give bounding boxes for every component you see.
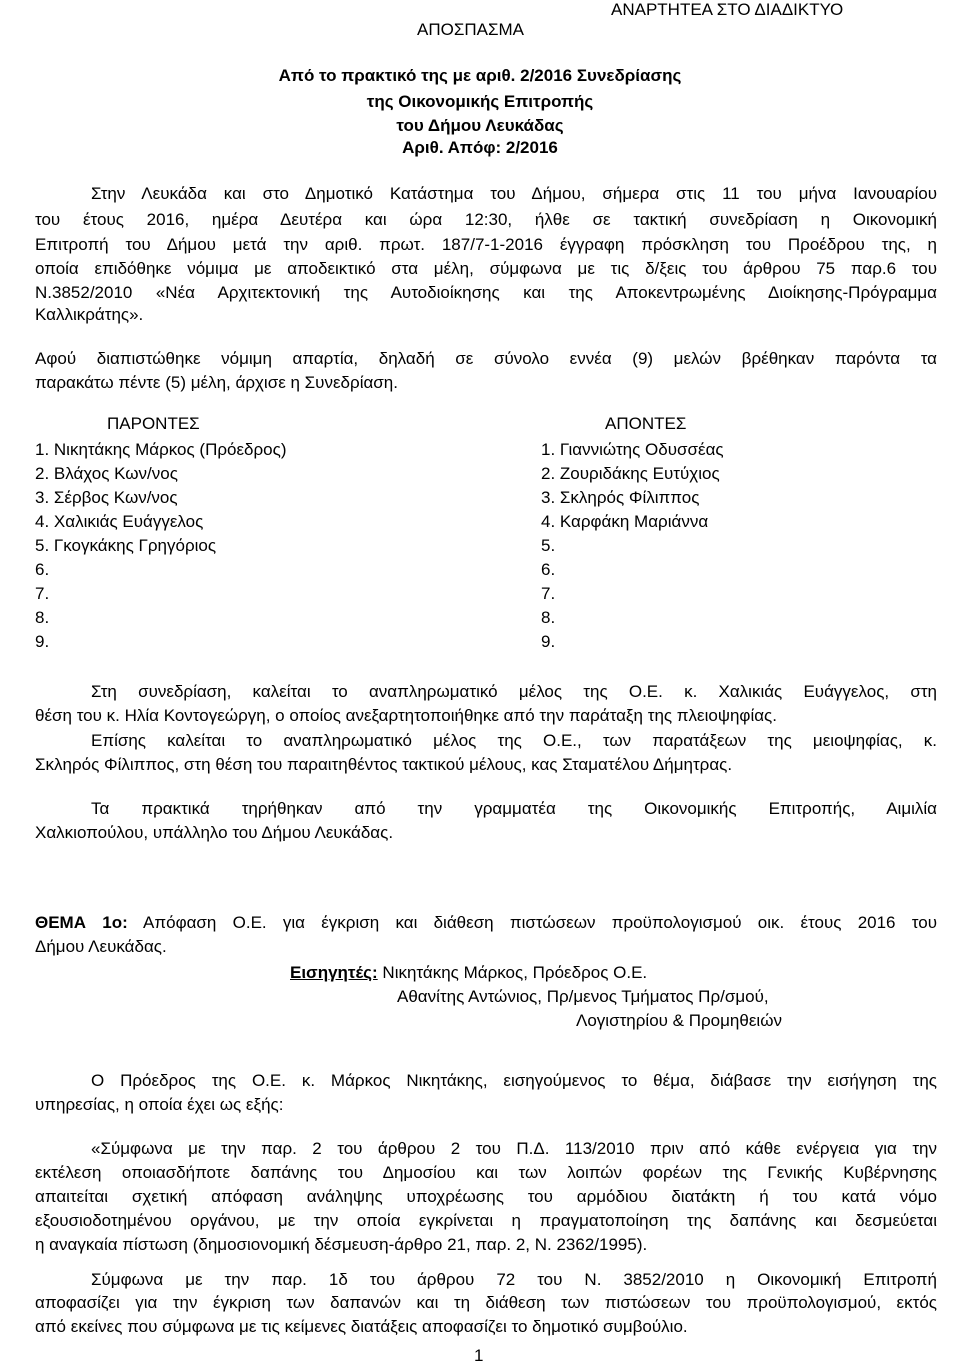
minutes-reference: Από το πρακτικό της με αριθ. 2/2016 Συνεδρίασης [278, 66, 682, 85]
substitutes-line: Επίσης καλείται το αναπληρωματικό μέλος της Ο.Ε., των παρατάξεων της μειοψηφίας, κ. [91, 731, 937, 750]
present-member: 7. [35, 584, 50, 603]
rapporteur-1: Νικητάκης Μάρκος, Πρόεδρος Ο.Ε. [377, 963, 648, 982]
present-member: 1. Νικητάκης Μάρκος (Πρόεδρος) [35, 440, 287, 459]
absent-member: 1. Γιαννιώτης Οδυσσέας [541, 440, 724, 459]
quote-line: εξουσιοδοτημένου οργάνου, με την οποία εγκρίνεται η πραγματοποίηση της δαπάνης και δεσμεύεται [35, 1211, 937, 1230]
attendance-row [35, 584, 937, 606]
absent-member: 4. Καρφάκη Μαριάννα [541, 512, 709, 531]
present-header: ΠΑΡΟΝΤΕΣ [107, 414, 200, 433]
attendance-row [35, 560, 937, 582]
present-member: 9. [35, 632, 50, 651]
attendance-row [35, 488, 937, 510]
chair-line: Ο Πρόεδρος της Ο.Ε. κ. Μάρκος Νικητάκης, εισηγούμενος το θέμα, διάβασε την εισήγηση της [91, 1071, 937, 1090]
quorum-line: Αφού διαπιστώθηκε νόμιμη απαρτία, δηλαδή σε σύνολο εννέα (9) μελών βρέθηκαν παρόντα τα [35, 349, 937, 368]
intro-line: του έτους 2016, ημέρα Δευτέρα και ώρα 12:30, ήλθε σε τακτική συνεδρίαση η Οικονομική [35, 210, 937, 229]
attendance-row [35, 440, 937, 462]
quote-line: απαιτείται σχετική απόφαση ανάληψης υποχρέωσης του αρμόδιου διατάκτη ή του κατά νόμο [35, 1187, 937, 1206]
page-number: 1 [474, 1346, 484, 1365]
rapporteurs-line [290, 963, 647, 983]
present-member: 4. Χαλικιάς Ευάγγελος [35, 512, 204, 531]
intro-line: οποία επιδόθηκε νόμιμα με αποδεικτικό στα μέλη, σύμφωνα με τις δ/ξεις του άρθρου 75 παρ.6 του [35, 259, 937, 278]
topic-line [35, 913, 937, 933]
absent-member: 3. Σκληρός Φίλιππος [541, 488, 700, 507]
absent-header: ΑΠΟΝΤΕΣ [605, 414, 687, 433]
quote-line: «Σύμφωνα με την παρ. 2 του άρθρου 2 του Π.Δ. 113/2010 πριν από κάθε ενέργεια για την [91, 1139, 937, 1158]
substitutes-line: θέση του κ. Ηλία Κοντογεώργη, ο οποίος ανεξαρτητοποιήθηκε από την παράταξη της πλειοψηφίας. [35, 706, 777, 725]
present-member: 3. Σέρβος Κων/νος [35, 488, 178, 507]
absent-member: 2. Ζουριδάκης Ευτύχιος [541, 464, 720, 483]
committee-name: της Οικονομικής Επιτροπής [366, 92, 594, 111]
present-member: 6. [35, 560, 50, 579]
law-line: από εκείνες που σύμφωνα με τις κείμενες διατάξεις αποφασίζει το δημοτικό συμβούλιο. [35, 1317, 688, 1336]
chair-line: υπηρεσίας, η οποία έχει ως εξής: [35, 1095, 284, 1114]
attendance-row [35, 536, 937, 558]
absent-member: 9. [541, 632, 556, 651]
absent-member: 8. [541, 608, 556, 627]
attendance-row [35, 464, 937, 486]
present-member: 2. Βλάχος Κων/νος [35, 464, 178, 483]
absent-member: 7. [541, 584, 556, 603]
quorum-line: παρακάτω πέντε (5) μέλη, άρχισε η Συνεδρίαση. [35, 373, 398, 392]
intro-line: Επιτροπή του Δήμου μετά την αριθ. πρωτ. 187/7-1-2016 έγγραφη πρόσκληση του Προέδρου της, η [35, 235, 937, 254]
absent-member: 5. [541, 536, 556, 555]
law-line: Σύμφωνα με την παρ. 1δ του άρθρου 72 του Ν. 3852/2010 η Οικονομική Επιτροπή [91, 1270, 937, 1289]
attendance-row [35, 632, 937, 654]
law-line: αποφασίζει για την έγκριση των δαπανών και τη διάθεση των πιστώσεων του προϋπολογισμού, εκτός [35, 1293, 937, 1312]
rapporteurs-label: Εισηγητές: [290, 963, 378, 982]
quote-line: εκτέλεση οποιασδήποτε δαπάνης του Δημοσίου και των λοιπών φορέων της Γενικής Κυβέρνησης [35, 1163, 937, 1182]
rapporteur-2: Αθανίτης Αντώνιος, Πρ/μενος Τμήματος Πρ/σμού, [397, 987, 769, 1006]
municipality-name: του Δήμου Λευκάδας [396, 116, 564, 135]
topic-text: Απόφαση Ο.Ε. για έγκριση και διάθεση πιστώσεων προϋπολογισμού οικ. έτους 2016 του [127, 913, 937, 932]
substitutes-line: Σκληρός Φίλιππος, στη θέση του παραιτηθέντος τακτικού μέλους, κας Σταματέλου Δήμητρας. [35, 755, 733, 774]
intro-line: Ν.3852/2010 «Νέα Αρχιτεκτονική της Αυτοδιοίκησης και της Αποκεντρωμένης Διοίκησης-Πρόγραμμα [35, 283, 937, 302]
attendance-row [35, 512, 937, 534]
decision-number: Αριθ. Απόφ: 2/2016 [402, 138, 558, 157]
rapporteur-2-department: Λογιστηρίου & Προμηθειών [576, 1011, 782, 1030]
substitutes-line: Στη συνεδρίαση, καλείται το αναπληρωματικό μέλος της Ο.Ε. κ. Χαλικιάς Ευάγγελος, στη [91, 682, 937, 701]
quote-line: η αναγκαία πίστωση (δημοσιονομική δέσμευση-άρθρο 21, παρ. 2, Ν. 2362/1995). [35, 1235, 648, 1254]
minutes-line: Χαλκιοπούλου, υπάλληλο του Δήμου Λευκάδας. [35, 823, 394, 842]
topic-line-2: Δήμου Λευκάδας. [35, 937, 167, 956]
present-member: 8. [35, 608, 50, 627]
document-title: ΑΠΟΣΠΑΣΜΑ [417, 20, 524, 39]
minutes-line: Τα πρακτικά τηρήθηκαν από την γραμματέα της Οικονομικής Επιτροπής, Αιμιλία [91, 799, 937, 818]
present-member: 5. Γκογκάκης Γρηγόριος [35, 536, 217, 555]
intro-line: Καλλικράτης». [35, 305, 144, 324]
topic-label: ΘΕΜΑ 1ο: [35, 913, 128, 932]
posted-online-label: ΑΝΑΡΤΗΤΕΑ ΣΤΟ ΔΙΑΔΙΚΤΥΟ [611, 0, 844, 19]
intro-line: Στην Λευκάδα και στο Δημοτικό Κατάστημα του Δήμου, σήμερα στις 11 του μήνα Ιανουαρίου [91, 184, 937, 203]
absent-member: 6. [541, 560, 556, 579]
attendance-row [35, 608, 937, 630]
